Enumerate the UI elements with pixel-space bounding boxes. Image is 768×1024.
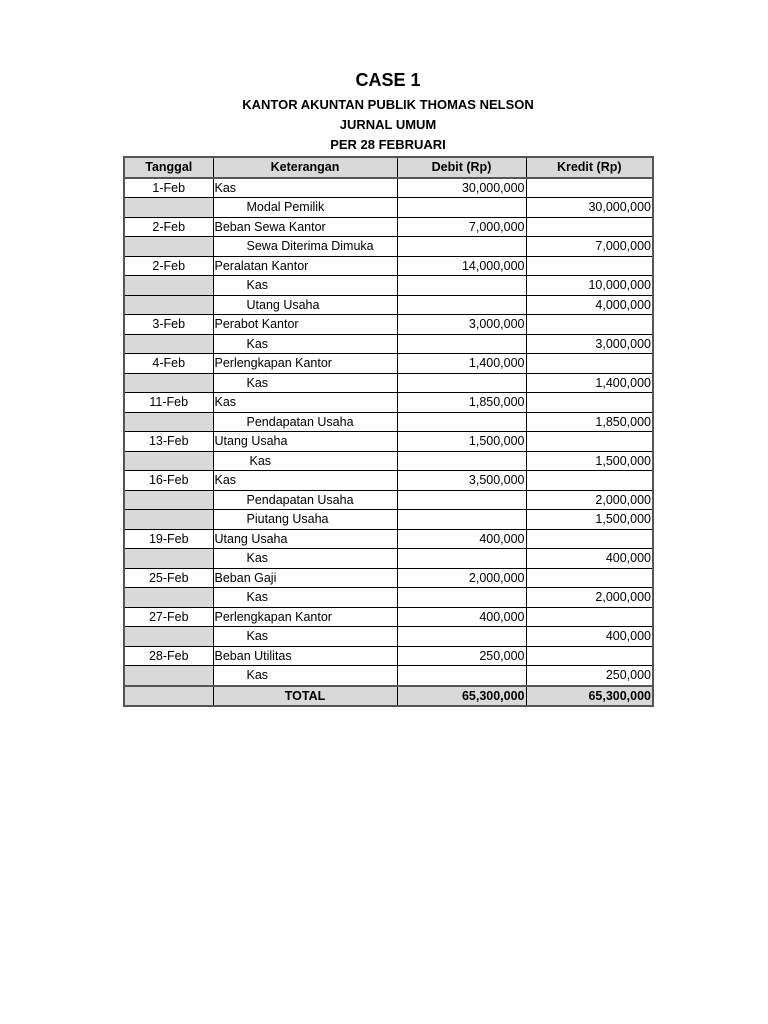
description-cell: Modal Pemilik <box>213 198 397 218</box>
table-row <box>124 178 653 198</box>
date-cell <box>124 334 213 354</box>
debit-cell: 1,500,000 <box>397 432 526 452</box>
credit-cell <box>526 178 653 198</box>
description-cell: Kas <box>213 471 397 491</box>
date-cell <box>124 549 213 569</box>
description-cell: Utang Usaha <box>213 529 397 549</box>
description-cell: Sewa Diterima Dimuka <box>213 237 397 257</box>
date-cell: 3-Feb <box>124 315 213 335</box>
table-row <box>124 490 653 510</box>
description-cell: Kas <box>213 549 397 569</box>
description-cell: Beban Utilitas <box>213 646 397 666</box>
credit-cell: 10,000,000 <box>526 276 653 296</box>
date-cell <box>124 588 213 608</box>
credit-cell: 1,850,000 <box>526 412 653 432</box>
total-row <box>124 686 653 707</box>
description-cell: Kas <box>213 334 397 354</box>
description-cell: Kas <box>213 666 397 686</box>
debit-cell <box>397 276 526 296</box>
debit-cell <box>397 627 526 647</box>
table-row <box>124 198 653 218</box>
credit-cell: 2,000,000 <box>526 588 653 608</box>
date-cell <box>124 373 213 393</box>
table-row <box>124 471 653 491</box>
table-row <box>124 373 653 393</box>
description-cell: Piutang Usaha <box>213 510 397 530</box>
date-cell <box>124 451 213 471</box>
debit-cell: 7,000,000 <box>397 217 526 237</box>
credit-cell: 1,400,000 <box>526 373 653 393</box>
table-row <box>124 549 653 569</box>
debit-cell <box>397 334 526 354</box>
debit-cell: 400,000 <box>397 607 526 627</box>
table-row <box>124 510 653 530</box>
credit-cell: 400,000 <box>526 627 653 647</box>
table-row <box>124 432 653 452</box>
date-cell <box>124 276 213 296</box>
credit-cell: 7,000,000 <box>526 237 653 257</box>
credit-cell <box>526 607 653 627</box>
total-label: TOTAL <box>213 686 397 707</box>
total-debit: 65,300,000 <box>397 686 526 707</box>
debit-cell: 1,400,000 <box>397 354 526 374</box>
table-row <box>124 217 653 237</box>
document-title: CASE 1 <box>355 70 421 90</box>
column-header-debit: Debit (Rp) <box>397 157 526 178</box>
credit-cell: 2,000,000 <box>526 490 653 510</box>
description-cell: Kas <box>213 627 397 647</box>
debit-cell: 1,850,000 <box>397 393 526 413</box>
description-cell: Perlengkapan Kantor <box>213 354 397 374</box>
description-cell: Kas <box>213 276 397 296</box>
column-header-credit: Kredit (Rp) <box>526 157 653 178</box>
date-cell <box>124 510 213 530</box>
date-cell: 2-Feb <box>124 256 213 276</box>
debit-cell: 250,000 <box>397 646 526 666</box>
credit-cell <box>526 432 653 452</box>
debit-cell: 3,000,000 <box>397 315 526 335</box>
date-cell <box>124 295 213 315</box>
credit-cell <box>526 471 653 491</box>
debit-cell <box>397 588 526 608</box>
report-name: JURNAL UMUM <box>339 117 437 132</box>
description-cell: Kas <box>213 451 397 471</box>
description-cell: Beban Sewa Kantor <box>213 217 397 237</box>
date-cell: 1-Feb <box>124 178 213 198</box>
debit-cell: 3,500,000 <box>397 471 526 491</box>
debit-cell: 14,000,000 <box>397 256 526 276</box>
date-cell <box>124 666 213 686</box>
credit-cell: 3,000,000 <box>526 334 653 354</box>
table-row <box>124 237 653 257</box>
description-cell: Perlengkapan Kantor <box>213 607 397 627</box>
credit-cell <box>526 217 653 237</box>
date-cell: 11-Feb <box>124 393 213 413</box>
debit-cell <box>397 549 526 569</box>
credit-cell: 1,500,000 <box>526 510 653 530</box>
debit-cell <box>397 412 526 432</box>
table-row <box>124 393 653 413</box>
credit-cell <box>526 354 653 374</box>
report-period: PER 28 FEBRUARI <box>330 137 446 152</box>
credit-cell: 30,000,000 <box>526 198 653 218</box>
debit-cell <box>397 198 526 218</box>
debit-cell <box>397 451 526 471</box>
credit-cell: 250,000 <box>526 666 653 686</box>
debit-cell <box>397 510 526 530</box>
credit-cell <box>526 393 653 413</box>
credit-cell <box>526 256 653 276</box>
table-row <box>124 666 653 686</box>
debit-cell <box>397 666 526 686</box>
credit-cell <box>526 646 653 666</box>
date-cell: 19-Feb <box>124 529 213 549</box>
table-header-row <box>124 157 653 178</box>
table-row <box>124 315 653 335</box>
description-cell: Kas <box>213 178 397 198</box>
debit-cell <box>397 373 526 393</box>
credit-cell: 1,500,000 <box>526 451 653 471</box>
date-cell: 13-Feb <box>124 432 213 452</box>
date-cell: 4-Feb <box>124 354 213 374</box>
table-row <box>124 451 653 471</box>
debit-cell: 30,000,000 <box>397 178 526 198</box>
credit-cell: 400,000 <box>526 549 653 569</box>
date-cell <box>124 198 213 218</box>
description-cell: Utang Usaha <box>213 295 397 315</box>
journal-table <box>123 156 654 707</box>
description-cell: Pendapatan Usaha <box>213 412 397 432</box>
table-row <box>124 334 653 354</box>
credit-cell <box>526 568 653 588</box>
date-cell: 25-Feb <box>124 568 213 588</box>
column-header-date: Tanggal <box>124 157 213 178</box>
table-row <box>124 256 653 276</box>
credit-cell <box>526 315 653 335</box>
description-cell: Peralatan Kantor <box>213 256 397 276</box>
debit-cell: 400,000 <box>397 529 526 549</box>
table-row <box>124 354 653 374</box>
debit-cell <box>397 490 526 510</box>
date-cell: 28-Feb <box>124 646 213 666</box>
table-row <box>124 412 653 432</box>
description-cell: Kas <box>213 588 397 608</box>
column-header-description: Keterangan <box>213 157 397 178</box>
table-row <box>124 627 653 647</box>
description-cell: Pendapatan Usaha <box>213 490 397 510</box>
company-name: KANTOR AKUNTAN PUBLIK THOMAS NELSON <box>242 97 534 112</box>
date-cell <box>124 627 213 647</box>
table-row <box>124 568 653 588</box>
date-cell <box>124 237 213 257</box>
debit-cell <box>397 237 526 257</box>
table-row <box>124 646 653 666</box>
date-cell <box>124 412 213 432</box>
description-cell: Utang Usaha <box>213 432 397 452</box>
description-cell: Perabot Kantor <box>213 315 397 335</box>
table-row <box>124 295 653 315</box>
debit-cell <box>397 295 526 315</box>
total-credit: 65,300,000 <box>526 686 653 707</box>
table-row <box>124 529 653 549</box>
credit-cell <box>526 529 653 549</box>
date-cell: 2-Feb <box>124 217 213 237</box>
description-cell: Kas <box>213 393 397 413</box>
date-cell: 16-Feb <box>124 471 213 491</box>
description-cell: Kas <box>213 373 397 393</box>
table-row <box>124 607 653 627</box>
table-row <box>124 276 653 296</box>
debit-cell: 2,000,000 <box>397 568 526 588</box>
table-row <box>124 588 653 608</box>
total-date-cell <box>124 686 213 707</box>
description-cell: Beban Gaji <box>213 568 397 588</box>
credit-cell: 4,000,000 <box>526 295 653 315</box>
date-cell: 27-Feb <box>124 607 213 627</box>
date-cell <box>124 490 213 510</box>
